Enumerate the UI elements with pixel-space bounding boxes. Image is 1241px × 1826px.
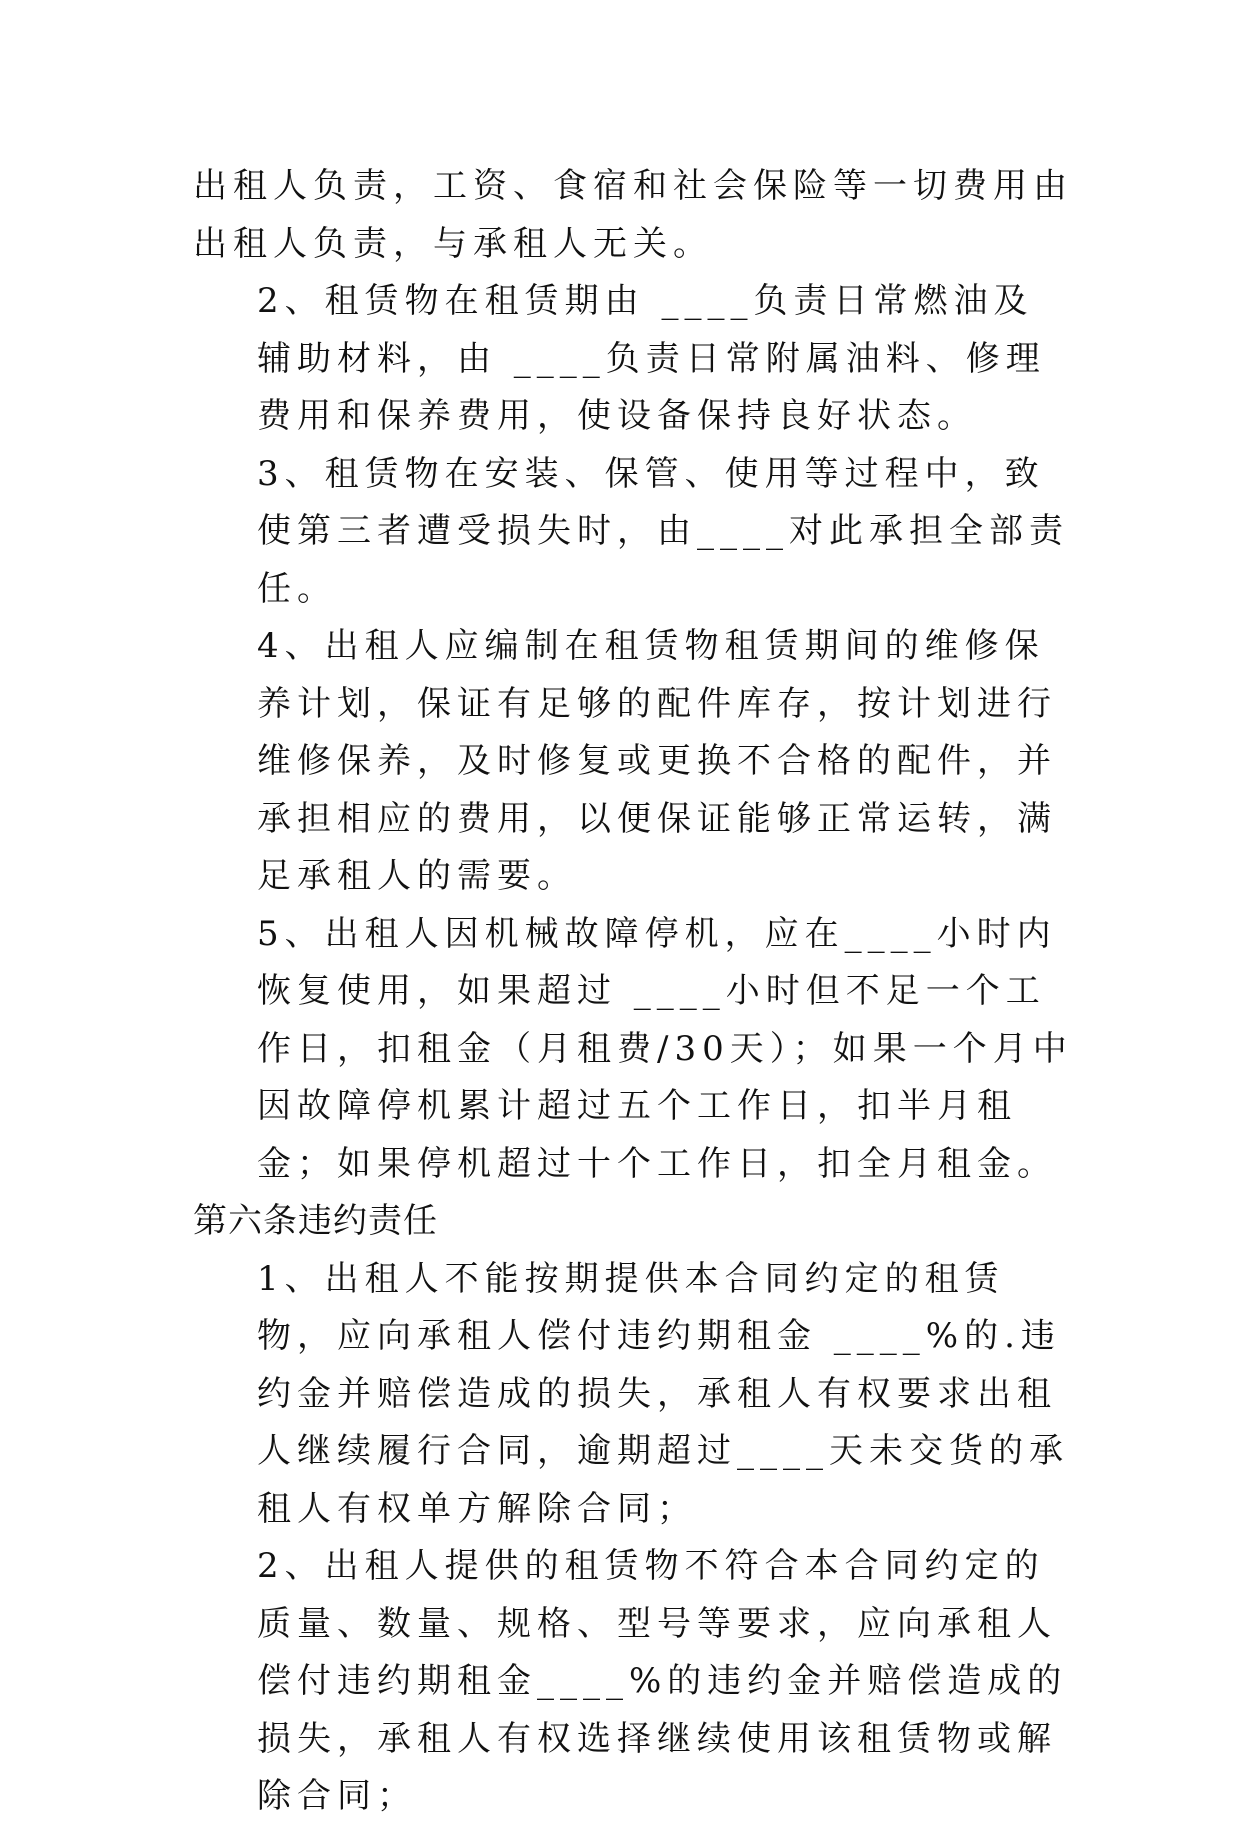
paragraph-clause-4-maintenance-plan: 4、出租人应编制在租赁物租赁期间的维修保养计划，保证有足够的配件库存，按计划进行维修保养，及时修复或更换不合格的配件，并承担相应的费用，以便保证能够正常运转，满足承租人的需要。: [257, 626, 1057, 896]
section-heading-breach-liability: 第六条违约责任: [193, 1201, 438, 1241]
paragraph-clause-2-fuel-maintenance: 2、租赁物在租赁期由 ____负责日常燃油及辅助材料，由 ____负责日常附属油料、修理费用和保养费用，使设备保持良好状态。: [257, 281, 1046, 436]
paragraph-breach-clause-1-late-delivery: 1、出租人不能按期提供本合同约定的租赁物，应向承租人偿付违约期租金 ____%的.违约金并赔偿造成的损失，承租人有权要求出租人继续履行合同，逾期超过____天未交货的承租人有权单方解除合同；: [257, 1258, 1069, 1529]
paragraph-expense-responsibility: 出租人负责，工资、食宿和社会保险等一切费用由出租人负责，与承租人无关。: [193, 166, 1073, 264]
paragraph-breach-clause-2-nonconforming: 2、出租人提供的租赁物不符合本合同约定的质量、数量、规格、型号等要求，应向承租人偿付违约期租金____%的违约金并赔偿造成的损失，承租人有权选择继续使用该租赁物或解除合同；: [257, 1546, 1068, 1816]
paragraph-clause-3-third-party-loss: 3、租赁物在安装、保管、使用等过程中，致使第三者遭受损失时，由____对此承担全部责任。: [257, 453, 1069, 609]
paragraph-clause-5-downtime: 5、出租人因机械故障停机，应在____小时内恢复使用，如果超过 ____小时但不足一个工作日，扣租金（月租费/30天）；如果一个月中因故障停机累计超过五个工作日，扣半月租金；如果停机超过十个工作日，扣全月租金。: [257, 913, 1073, 1184]
document-body: [193, 158, 1073, 1826]
